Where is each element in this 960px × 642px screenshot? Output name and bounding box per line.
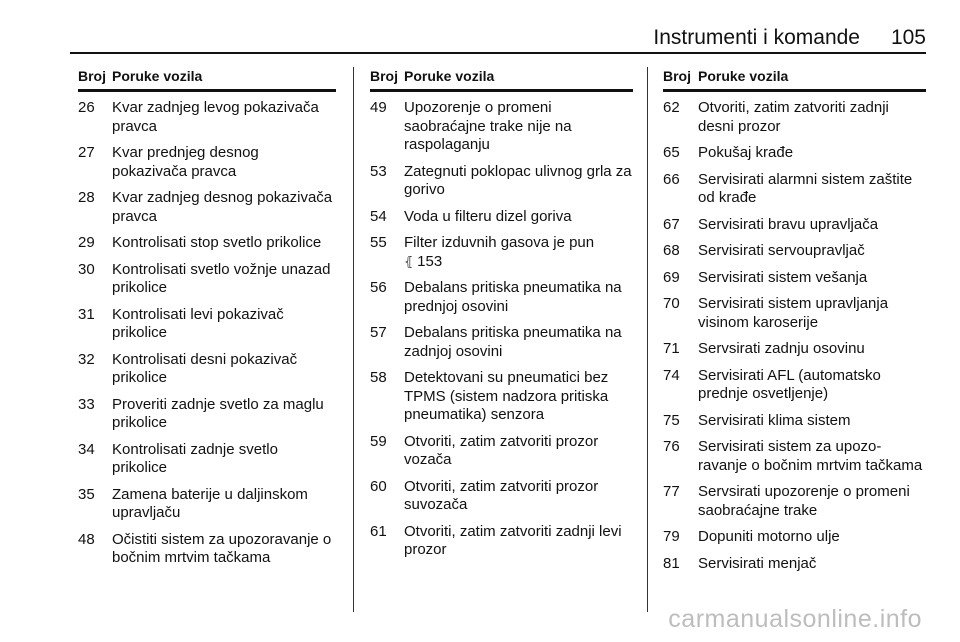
- message-label: Servisirati sistem za upozo-ravanje o bočnim mrtvim tačkama: [698, 438, 923, 474]
- message-label: Servisirati alarmni sistem zaštite od krađe: [698, 170, 913, 206]
- message-label: Otvoriti, zatim zatvoriti zadnji desni prozor: [698, 99, 889, 135]
- message-number: 62: [663, 99, 680, 116]
- table-row: [78, 486, 336, 523]
- message-number: 28: [78, 189, 95, 206]
- message-label: Servsirati zadnju osovinu: [698, 340, 865, 357]
- column-divider-1: [353, 67, 354, 612]
- message-number: 53: [370, 162, 387, 180]
- message-label: Servisirati menjač: [698, 554, 817, 572]
- message-text: [78, 531, 336, 568]
- message-label: Servisirati AFL (automatsko prednje osvetljenje): [698, 366, 881, 402]
- message-label: Otvoriti, zatim zatvoriti prozor suvozača: [404, 477, 599, 513]
- table-row: [663, 438, 926, 475]
- message-number: 31: [78, 305, 95, 323]
- message-label: Zategnuti poklopac ulivnog grla za gorivo: [404, 162, 632, 198]
- table-row: [663, 412, 926, 431]
- message-number: 29: [78, 234, 95, 251]
- table-row: [78, 189, 336, 226]
- message-number: 35: [78, 485, 95, 503]
- page-header: [70, 26, 926, 50]
- message-label: Servisirati sistem vešanja: [698, 268, 868, 286]
- message-number: 48: [78, 530, 95, 548]
- table-row: [663, 340, 926, 359]
- table-row: [78, 99, 336, 136]
- table-row: [370, 234, 633, 271]
- message-text: [370, 324, 633, 361]
- message-text: [663, 438, 926, 475]
- message-text: [78, 144, 336, 181]
- message-text: [663, 412, 926, 431]
- message-number: 49: [370, 99, 387, 116]
- table-row: [370, 279, 633, 316]
- table-row: [78, 306, 336, 343]
- column-header: [370, 67, 633, 85]
- table-column-1: [78, 67, 336, 568]
- column-header-rule: [663, 89, 926, 92]
- message-number: 27: [78, 144, 95, 161]
- table-row: [370, 163, 633, 200]
- header-number-label: Broj: [78, 68, 106, 84]
- message-text: [78, 486, 336, 523]
- message-label: Debalans pritiska pneumatika na zadnjoj osovini: [404, 324, 622, 360]
- message-number: 32: [78, 350, 95, 368]
- header-message-label: Poruke vozila: [404, 68, 495, 84]
- message-number: 33: [78, 395, 95, 413]
- table-row: [663, 171, 926, 208]
- table-row: [370, 478, 633, 515]
- column-divider-2: [647, 67, 648, 612]
- message-number: 57: [370, 324, 387, 341]
- message-text: [78, 99, 336, 136]
- table-row: [663, 269, 926, 288]
- page-number: 105: [890, 26, 926, 49]
- message-text: [370, 478, 633, 515]
- message-number: 74: [663, 366, 680, 384]
- page-reference-icon: ⦃: [404, 253, 418, 269]
- message-number: 66: [663, 170, 680, 188]
- message-text: [663, 144, 926, 163]
- message-label: Kvar prednjeg desnog pokazivača pravca: [112, 144, 259, 180]
- table-row: [78, 396, 336, 433]
- message-text: [78, 396, 336, 433]
- message-label: Pokušaj krađe: [698, 144, 794, 161]
- table-row: [663, 295, 926, 332]
- header-number-label: Broj: [370, 68, 398, 84]
- message-number: 71: [663, 340, 680, 357]
- message-label: Servisirati bravu upravljača: [698, 215, 879, 233]
- message-label: Proveriti zadnje svetlo za maglu prikolice: [112, 395, 324, 431]
- message-text: [370, 99, 633, 155]
- message-text: [78, 189, 336, 226]
- message-label: Servisirati servoupravljač: [698, 242, 865, 259]
- message-text: [370, 369, 633, 425]
- table-row: [78, 531, 336, 568]
- message-text: [663, 483, 926, 520]
- message-number: 68: [663, 242, 680, 259]
- table-row: [663, 528, 926, 547]
- message-number: 76: [663, 438, 680, 455]
- message-label: Voda u filteru dizel goriva: [404, 207, 572, 225]
- message-text: [370, 279, 633, 316]
- table-row: [663, 555, 926, 574]
- message-text: [663, 528, 926, 547]
- watermark: carmanualsonline.info: [668, 605, 922, 633]
- message-text: [78, 351, 336, 388]
- message-text: [663, 171, 926, 208]
- page-reference-link[interactable]: 153: [417, 252, 443, 270]
- message-label: Otvoriti, zatim zatvoriti zadnji levi prozor: [404, 522, 622, 558]
- message-number: 30: [78, 260, 95, 278]
- message-number: 60: [370, 477, 387, 495]
- message-text: [663, 216, 926, 235]
- message-label: Servisirati sistem upravljanja visinom karoserije: [698, 295, 889, 331]
- message-label: Upozorenje o promeni saobraćajne trake nije na raspolaganju: [404, 99, 572, 153]
- table-column-3: [663, 67, 926, 573]
- column-header: [663, 67, 926, 85]
- table-row: [78, 441, 336, 478]
- message-label: Kvar zadnjeg desnog pokazivača pravca: [112, 189, 333, 225]
- table-row: [663, 144, 926, 163]
- message-text: [370, 163, 633, 200]
- message-text: [663, 555, 926, 574]
- table-row: [663, 216, 926, 235]
- message-label: Servisirati klima sistem: [698, 411, 851, 429]
- message-text: [370, 523, 633, 560]
- message-label: Otvoriti, zatim zatvoriti prozor vozača: [404, 432, 599, 468]
- table-row: [78, 144, 336, 181]
- header-message-label: Poruke vozila: [698, 68, 789, 84]
- message-text: [663, 242, 926, 261]
- message-label: Detektovani su pneumatici bez TPMS (sistem nadzora pritiska pneumatika) senzora: [404, 369, 609, 423]
- column-header: [78, 67, 336, 85]
- table-row: [370, 523, 633, 560]
- message-text: [78, 261, 336, 298]
- table-row: [370, 99, 633, 155]
- message-label: Zamena baterije u daljinskom upravljaču: [112, 485, 308, 521]
- message-label: Servsirati upozorenje o promeni saobraćajne trake: [698, 483, 910, 519]
- message-number: 56: [370, 279, 387, 296]
- message-number: 58: [370, 369, 387, 386]
- page-title: Instrumenti i komande: [653, 26, 860, 49]
- column-header-rule: [78, 89, 336, 92]
- message-text: [663, 367, 926, 404]
- message-number: 34: [78, 440, 95, 458]
- message-number: 55: [370, 234, 387, 251]
- message-text: [370, 433, 633, 470]
- message-label: Dopuniti motorno ulje: [698, 528, 840, 545]
- table-row: [663, 99, 926, 136]
- message-number: 54: [370, 207, 387, 225]
- table-row: [78, 351, 336, 388]
- message-text: [78, 306, 336, 343]
- message-label: Kontrolisati svetlo vožnje unazad prikolice: [112, 260, 331, 296]
- message-label: Debalans pritiska pneumatika na prednjoj osovini: [404, 279, 622, 315]
- message-number: 26: [78, 99, 95, 116]
- table-row: [370, 208, 633, 227]
- table-row: [370, 433, 633, 470]
- message-label: Kontrolisati zadnje svetlo prikolice: [112, 440, 278, 476]
- message-number: 81: [663, 554, 680, 572]
- table-row: [78, 261, 336, 298]
- message-number: 61: [370, 522, 387, 540]
- message-label: Kontrolisati stop svetlo prikolice: [112, 234, 322, 251]
- column-header-rule: [370, 89, 633, 92]
- message-text: [663, 295, 926, 332]
- table-column-2: [370, 67, 633, 560]
- message-number: 75: [663, 411, 680, 429]
- message-text: [78, 441, 336, 478]
- message-number: 79: [663, 528, 680, 545]
- header-message-label: Poruke vozila: [112, 68, 203, 84]
- message-number: 77: [663, 483, 680, 500]
- message-label: Kontrolisati levi pokazivač prikolice: [112, 305, 284, 341]
- table-row: [663, 367, 926, 404]
- message-text: [663, 269, 926, 288]
- table-row: [370, 369, 633, 425]
- message-number: 65: [663, 144, 680, 161]
- message-number: 69: [663, 268, 680, 286]
- message-text: [78, 234, 336, 253]
- table-row: [663, 483, 926, 520]
- message-text: [370, 234, 633, 271]
- message-label: Očistiti sistem za upozoravanje o bočnim mrtvim tačkama: [112, 530, 332, 566]
- message-text: [663, 340, 926, 359]
- message-label: Kvar zadnjeg levog pokazivača pravca: [112, 99, 319, 135]
- message-label: Kontrolisati desni pokazivač prikolice: [112, 350, 298, 386]
- message-text: [663, 99, 926, 136]
- message-number: 70: [663, 295, 680, 312]
- message-label: Filter izduvnih gasova je pun: [404, 234, 595, 251]
- table-row: [663, 242, 926, 261]
- header-rule: [70, 52, 926, 54]
- table-row: [78, 234, 336, 253]
- message-text: [370, 208, 633, 227]
- table-row: [370, 324, 633, 361]
- message-number: 67: [663, 215, 680, 233]
- header-number-label: Broj: [663, 68, 691, 84]
- message-number: 59: [370, 432, 387, 450]
